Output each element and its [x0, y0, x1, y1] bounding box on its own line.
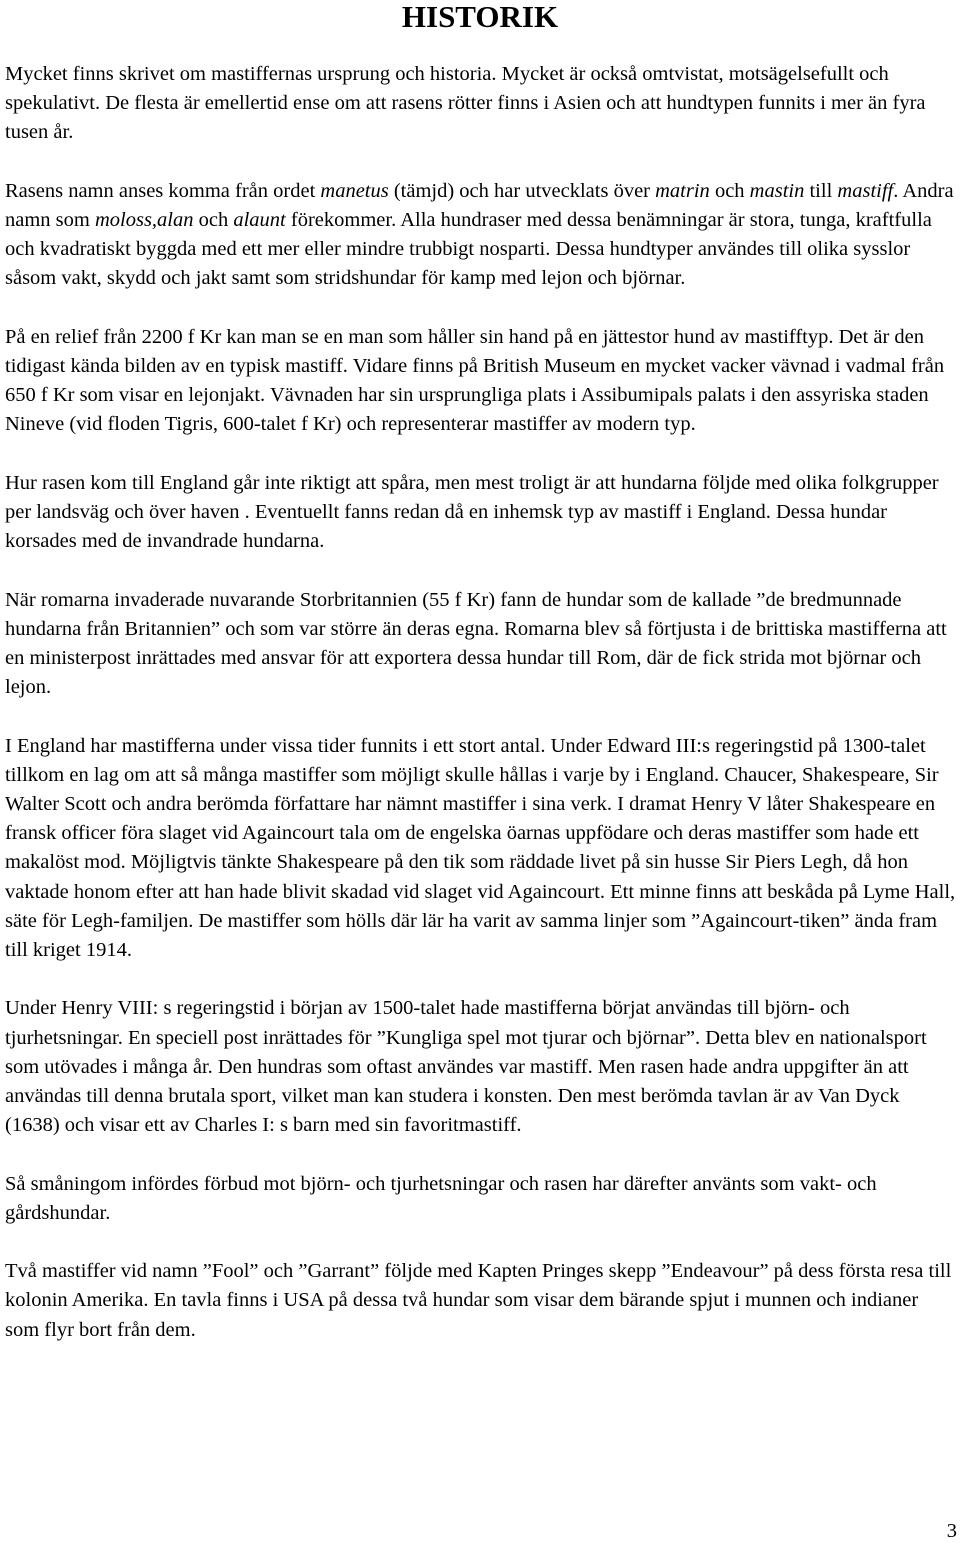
text-run: . Andra namn som	[5, 179, 954, 231]
text-run: till	[804, 179, 838, 202]
text-run: På en relief från 2200 f Kr kan man se en man som håller sin hand på en jättestor hund av mastifftyp. Det är den tidigast kända bilden av en typisk mastiff. Vidare finns på British Museum en mycket vacker vävnad i vadmal från 650 f Kr som visar en lejonjakt. Vävnaden har sin ursprungliga plats i Assibumipals palats i den assyriska staden Nineve (vid floden Tigris, 600-talet f Kr) och representerar mastiffer av modern typ.	[5, 325, 945, 436]
page-title: HISTORIK	[401, 0, 559, 34]
text-run: I England har mastifferna under vissa tider funnits i ett stort antal. Under Edward III:s regeringstid på 1300-talet tillkom en lag om att så många mastiffer som möjligt skulle hållas i varje by i England. Chaucer, Shakespeare, Sir Walter Scott och andra berömda författare har nämnt mastiffer i sina verk. I dramat Henry V låter Shakespeare en fransk officer föra slaget vid Againcourt tala om de engelska öarnas uppfödare och deras mastiffer som hade ett makalöst mod. Möjligtvis tänkte Shakespeare på den tik som räddade livet på sin husse Sir Piers Legh, då hon vaktade honom efter att han hade blivit skadad vid slaget vid Againcourt. Ett minne finns att beskåda på Lyme Hall, säte för Legh-familjen. De mastiffer som hölls där lär ha varit av samma linjer som ”Againcourt-tiken” ända fram till kriget 1914.	[5, 734, 956, 962]
text-run: Hur rasen kom till England går inte riktigt att spåra, men mest troligt är att hundarna följde med olika folkgrupper per landsväg och över haven . Eventuellt fanns redan då en inhemsk typ av mastiff i England. Dessa hundar korsades med de invandrade hundarna.	[5, 471, 939, 553]
text-run: förekommer. Alla hundraser med dessa benämningar är stora, tunga, kraftfulla och kvadratiskt byggda med ett mer eller mindre trubbigt nosparti. Dessa hundtyper användes till olika sysslor såsom vakt, skydd och jakt samt som stridshundar för kamp med lejon och björnar.	[5, 209, 932, 290]
paragraph	[5, 323, 957, 440]
italic-term: moloss,alan	[94, 209, 194, 231]
text-run: Under Henry VIII: s regeringstid i början av 1500-talet hade mastifferna börjat användas till björn- och tjurhetsningar. En speciell post inrättades för ”Kungliga spel mot tjurar och björnar”. Detta blev en nationalsport som utövades i många år. Den hundras som oftast användes var mastiff. Men rasen hade andra uppgifter än att användas till denna brutala sport, vilket man kan studera i konsten. Den mest berömda tavlan är av Van Dyck (1638) och visar ett av Charles I: s barn med sin favoritmastiff.	[5, 997, 927, 1137]
italic-term: mastiff	[837, 179, 894, 202]
paragraph	[5, 177, 957, 294]
italic-term: mastin	[749, 179, 805, 202]
paragraph	[5, 60, 957, 148]
text-run: (tämjd) och har utvecklats över	[388, 179, 656, 202]
paragraph	[5, 1257, 957, 1345]
italic-term: alaunt	[233, 209, 286, 231]
paragraph	[5, 1170, 957, 1228]
text-run: När romarna invaderade nuvarande Storbritannien (55 f Kr) fann de hundar som de kallade ”de bredmunnade hundarna från Britannien” och som var större än deras egna. Romarna blev så förtjusta i de brittiska mastifferna att en ministerpost inrättades med ansvar för att exportera dessa hundar till Rom, där de fick strida mot björnar och lejon.	[5, 588, 947, 699]
text-run: Så småningom infördes förbud mot björn- och tjurhetsningar och rasen har därefter använts som vakt- och gårdshundar.	[5, 1172, 877, 1224]
text-run: Rasens namn anses komma från ordet	[5, 179, 321, 202]
paragraph	[5, 994, 957, 1140]
italic-term: matrin	[655, 179, 710, 202]
paragraph	[5, 469, 957, 557]
document-body	[5, 60, 957, 1374]
paragraph	[5, 586, 957, 703]
text-run: Två mastiffer vid namn ”Fool” och ”Garrant” följde med Kapten Pringes skepp ”Endeavour” på dess första resa till kolonin Amerika. En tavla finns i USA på dessa två hundar som visar dem bärande spjut i munnen och indianer som flyr bort från dem.	[5, 1260, 952, 1341]
text-run: Mycket finns skrivet om mastiffernas ursprung och historia. Mycket är också omtvistat, motsägelsefullt och spekulativt. De flesta är emellertid ense om att rasens rötter finns i Asien och att hundtypen funnits i mer än fyra tusen år.	[5, 63, 926, 144]
text-run: och	[709, 179, 750, 202]
italic-term: manetus	[320, 179, 389, 202]
page-number: 3	[946, 1520, 957, 1542]
paragraph	[5, 732, 957, 966]
text-run: och	[193, 209, 234, 231]
